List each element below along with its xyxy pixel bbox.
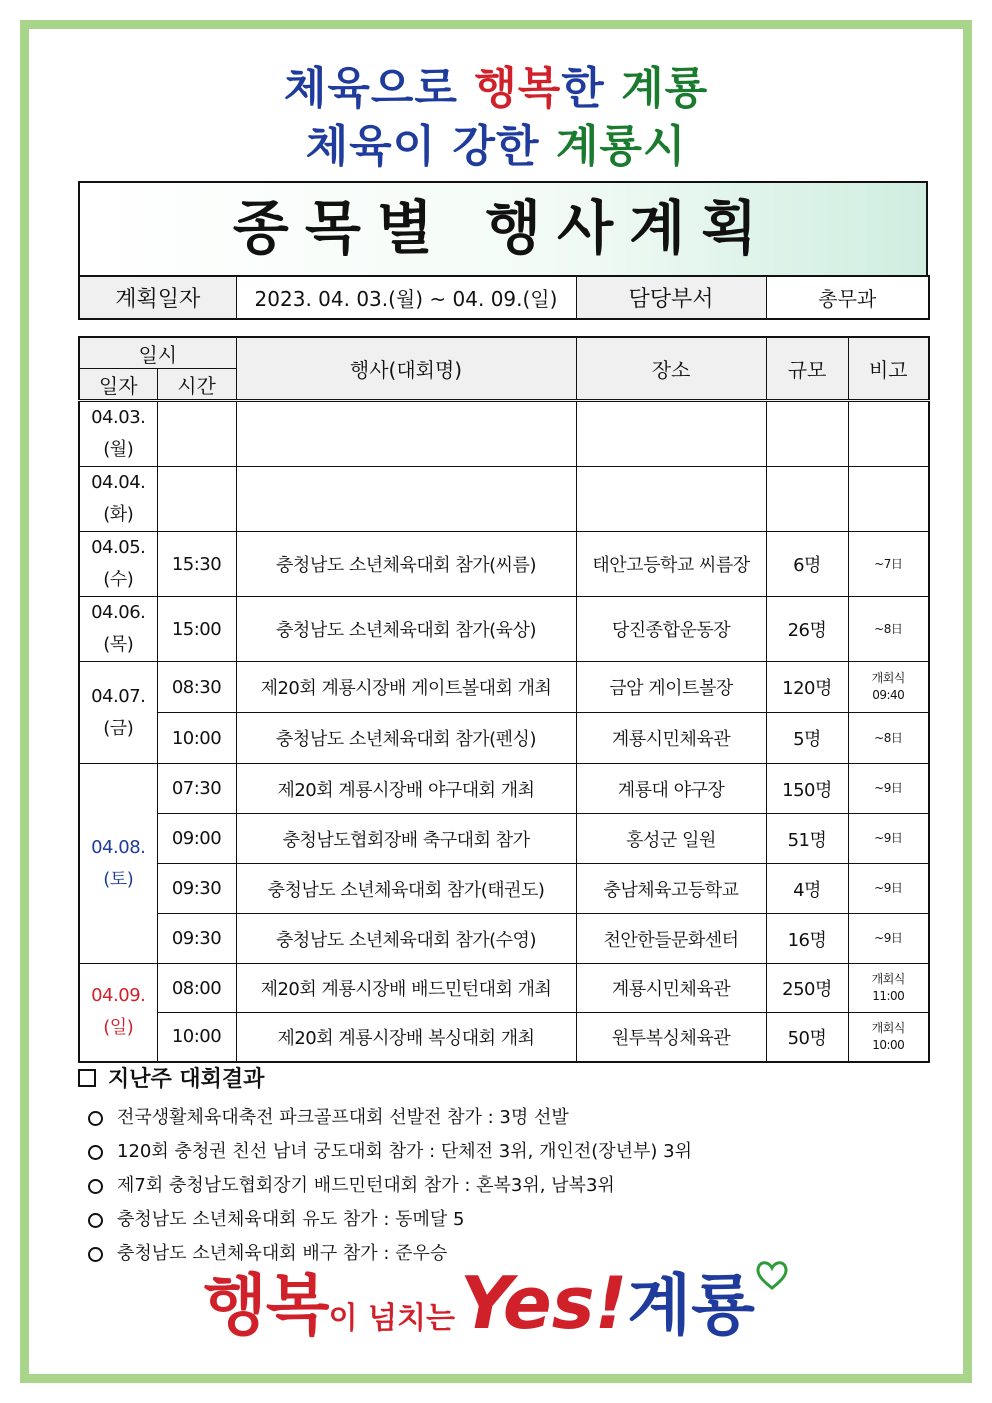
date-cell bbox=[79, 532, 157, 597]
table-row bbox=[79, 964, 929, 1013]
place-cell: 홍성군 일원 bbox=[576, 814, 766, 864]
place-cell: 태안고등학교 씨름장 bbox=[576, 532, 766, 597]
place-cell: 계룡시민체육관 bbox=[576, 964, 766, 1013]
slogan-line-2 bbox=[0, 110, 992, 174]
note-cell bbox=[848, 467, 929, 532]
event-cell: 충청남도 소년체육대회 참가(펜싱) bbox=[236, 713, 576, 764]
page-title: 종목별 행사계획 bbox=[78, 181, 928, 275]
scale-cell: 5명 bbox=[766, 713, 848, 764]
time-cell: 07:30 bbox=[157, 764, 236, 814]
date-text: 04.05. bbox=[91, 537, 146, 558]
schedule-table bbox=[78, 336, 930, 1063]
note-cell bbox=[848, 401, 929, 467]
circle-bullet-icon bbox=[88, 1145, 103, 1160]
scale-cell: 120명 bbox=[766, 662, 848, 713]
place-cell bbox=[576, 467, 766, 532]
table-row bbox=[79, 814, 929, 864]
weekday-text: (수) bbox=[103, 569, 134, 590]
time-cell: 10:00 bbox=[157, 1013, 236, 1062]
heart-icon bbox=[755, 1260, 789, 1290]
circle-bullet-icon bbox=[88, 1111, 103, 1126]
slogan-line-1-part: 한 bbox=[561, 63, 622, 114]
event-cell bbox=[236, 467, 576, 532]
event-cell: 충청남도 소년체육대회 참가(씨름) bbox=[236, 532, 576, 597]
result-text: 충청남도 소년체육대회 배구 참가 : 준우승 bbox=[117, 1243, 448, 1264]
results-title: 지난주 대회결과 bbox=[108, 1067, 265, 1092]
result-text: 제7회 충청남도협회장기 배드민턴대회 참가 : 혼복3위, 남복3위 bbox=[117, 1175, 615, 1196]
place-cell: 천안한들문화센터 bbox=[576, 914, 766, 964]
list-item bbox=[88, 1135, 938, 1169]
result-text: 충청남도 소년체육대회 유도 참가 : 동메달 5 bbox=[117, 1209, 465, 1230]
time-cell: 09:30 bbox=[157, 914, 236, 964]
table-row bbox=[79, 467, 929, 532]
time-cell: 15:30 bbox=[157, 532, 236, 597]
list-item bbox=[88, 1101, 938, 1135]
note-cell: ~9日 bbox=[848, 914, 929, 964]
result-text: 120회 충청권 친선 남녀 궁도대회 참가 : 단체전 3위, 개인전(장년부) 3위 bbox=[117, 1141, 693, 1162]
weekday-text: (토) bbox=[103, 868, 134, 890]
place-cell bbox=[576, 401, 766, 467]
event-cell: 제20회 계룡시장배 복싱대회 개최 bbox=[236, 1013, 576, 1062]
date-cell bbox=[79, 467, 157, 532]
date-text: 04.09. bbox=[91, 985, 146, 1007]
date-text: 04.08. bbox=[91, 836, 146, 858]
table-row bbox=[79, 713, 929, 764]
table-row bbox=[79, 1013, 929, 1062]
footer-slogan bbox=[0, 1252, 992, 1352]
plan-date-label: 계획일자 bbox=[79, 276, 236, 319]
note-cell: ~7日 bbox=[848, 532, 929, 597]
table-row bbox=[79, 532, 929, 597]
date-text: 04.03. bbox=[91, 407, 146, 428]
dept-label: 담당부서 bbox=[576, 276, 766, 319]
weekday-text: (목) bbox=[103, 634, 134, 655]
time-cell: 08:00 bbox=[157, 964, 236, 1013]
scale-cell: 150명 bbox=[766, 764, 848, 814]
scale-cell: 6명 bbox=[766, 532, 848, 597]
place-cell: 충남체육고등학교 bbox=[576, 864, 766, 914]
scale-cell: 51명 bbox=[766, 814, 848, 864]
footer-city: 계룡 bbox=[627, 1267, 755, 1344]
scale-cell: 16명 bbox=[766, 914, 848, 964]
table-row bbox=[79, 864, 929, 914]
weekday-text: (월) bbox=[103, 439, 134, 460]
time-cell: 08:30 bbox=[157, 662, 236, 713]
place-cell: 계룡대 야구장 bbox=[576, 764, 766, 814]
note-cell: 개회식 10:00 bbox=[848, 1013, 929, 1062]
date-cell bbox=[79, 964, 157, 1062]
scale-cell: 26명 bbox=[766, 597, 848, 662]
table-row bbox=[79, 914, 929, 964]
slogan-line-1-part: 계룡 bbox=[621, 63, 709, 114]
circle-bullet-icon bbox=[88, 1213, 103, 1228]
date-text: 04.06. bbox=[91, 602, 146, 623]
list-item bbox=[88, 1169, 938, 1203]
header-date: 일자 bbox=[79, 369, 157, 401]
date-text: 04.07. bbox=[91, 685, 146, 707]
weekday-text: (화) bbox=[103, 504, 134, 525]
circle-bullet-icon bbox=[88, 1179, 103, 1194]
scale-cell: 50명 bbox=[766, 1013, 848, 1062]
plan-date-value: 2023. 04. 03.(월) ~ 04. 09.(일) bbox=[236, 276, 576, 319]
table-row bbox=[79, 401, 929, 467]
header-note: 비고 bbox=[848, 337, 929, 401]
date-cell bbox=[79, 764, 157, 964]
footer-happy: 행복 bbox=[203, 1267, 329, 1344]
event-cell: 충청남도 소년체육대회 참가(수영) bbox=[236, 914, 576, 964]
event-cell: 제20회 계룡시장배 배드민턴대회 개최 bbox=[236, 964, 576, 1013]
note-cell: ~8日 bbox=[848, 597, 929, 662]
slogan-line-1-part: 체육으로 bbox=[283, 63, 475, 114]
slogan-line-2-part: 계룡시 bbox=[555, 121, 687, 172]
time-cell: 09:00 bbox=[157, 814, 236, 864]
plan-info-table bbox=[78, 275, 930, 320]
time-cell bbox=[157, 401, 236, 467]
scale-cell bbox=[766, 401, 848, 467]
header-scale: 규모 bbox=[766, 337, 848, 401]
event-cell: 충청남도협회장배 축구대회 참가 bbox=[236, 814, 576, 864]
place-cell: 원투복싱체육관 bbox=[576, 1013, 766, 1062]
scale-cell: 4명 bbox=[766, 864, 848, 914]
table-row bbox=[79, 764, 929, 814]
slogan-line-2-part: 체육 bbox=[305, 121, 393, 172]
results-heading bbox=[78, 1062, 938, 1093]
header-datetime: 일시 bbox=[79, 337, 236, 369]
note-cell: 개회식 09:40 bbox=[848, 662, 929, 713]
note-cell: ~9日 bbox=[848, 814, 929, 864]
weekday-text: (일) bbox=[103, 1017, 134, 1039]
place-cell: 금암 게이트볼장 bbox=[576, 662, 766, 713]
date-text: 04.04. bbox=[91, 472, 146, 493]
place-cell: 당진종합운동장 bbox=[576, 597, 766, 662]
event-cell bbox=[236, 401, 576, 467]
place-cell: 계룡시민체육관 bbox=[576, 713, 766, 764]
slogan-line-2-part: 이 강한 bbox=[392, 121, 556, 172]
event-cell: 제20회 계룡시장배 야구대회 개최 bbox=[236, 764, 576, 814]
table-row bbox=[79, 597, 929, 662]
list-item bbox=[88, 1203, 938, 1237]
note-cell: ~9日 bbox=[848, 864, 929, 914]
header-place: 장소 bbox=[576, 337, 766, 401]
note-cell: 개회식 11:00 bbox=[848, 964, 929, 1013]
note-cell: ~9日 bbox=[848, 764, 929, 814]
note-cell: ~8日 bbox=[848, 713, 929, 764]
footer-yes: Yes! bbox=[460, 1261, 628, 1345]
footer-overflowing: 이 넘치는 bbox=[328, 1301, 455, 1336]
slogan-line-1 bbox=[0, 52, 992, 116]
slogan-line-1-part: 행복 bbox=[474, 63, 562, 114]
weekday-text: (금) bbox=[103, 717, 134, 739]
time-cell: 09:30 bbox=[157, 864, 236, 914]
date-cell bbox=[79, 401, 157, 467]
table-row bbox=[79, 662, 929, 713]
last-week-results bbox=[78, 1062, 938, 1271]
event-cell: 충청남도 소년체육대회 참가(태권도) bbox=[236, 864, 576, 914]
time-cell: 10:00 bbox=[157, 713, 236, 764]
header-event: 행사(대회명) bbox=[236, 337, 576, 401]
time-cell bbox=[157, 467, 236, 532]
result-text: 전국생활체육대축전 파크골프대회 선발전 참가 : 3명 선발 bbox=[117, 1107, 569, 1128]
checkbox-square-icon bbox=[78, 1069, 96, 1087]
scale-cell: 250명 bbox=[766, 964, 848, 1013]
date-cell bbox=[79, 597, 157, 662]
scale-cell bbox=[766, 467, 848, 532]
event-cell: 충청남도 소년체육대회 참가(육상) bbox=[236, 597, 576, 662]
header-time: 시간 bbox=[157, 369, 236, 401]
time-cell: 15:00 bbox=[157, 597, 236, 662]
date-cell bbox=[79, 662, 157, 764]
event-cell: 제20회 계룡시장배 게이트볼대회 개최 bbox=[236, 662, 576, 713]
dept-value: 총무과 bbox=[766, 276, 929, 319]
